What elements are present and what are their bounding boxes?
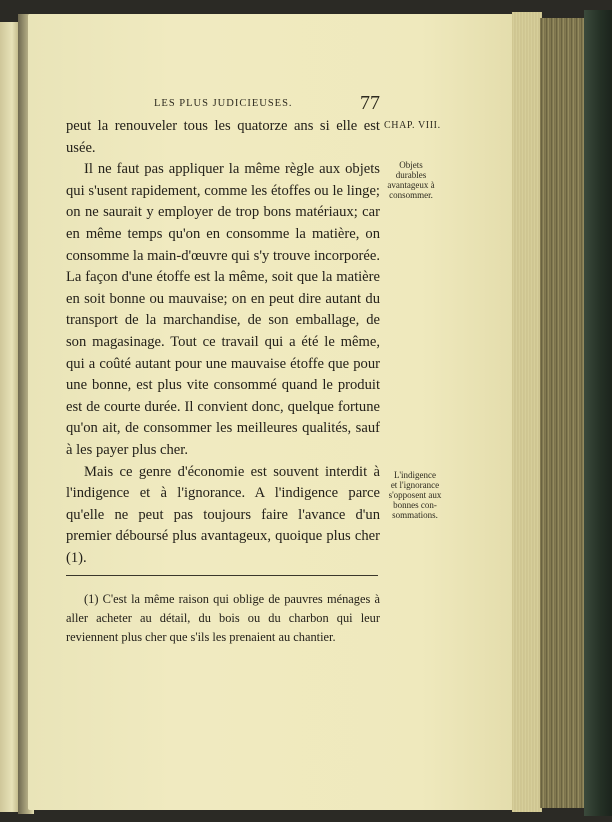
page-number: 77 <box>360 92 380 114</box>
chapter-label: CHAP. VIII. <box>384 120 441 131</box>
page-fore-edge <box>512 12 542 812</box>
paragraph: peut la renouveler tous les quatorze ans si elle est usée. <box>66 118 380 156</box>
paragraph: Mais ce genre d'économie est souvent interdit à l'indigence et à l'ignorance. A l'indigence parce qu'elle ne peut pas toujours faire l'avance d'un premier déboursé plus avantageux, quoique plus cher (1). <box>66 463 380 566</box>
sidenote-line: consommer. <box>389 190 433 200</box>
book-cover <box>584 10 612 816</box>
page-header <box>0 92 612 118</box>
paragraph: Il ne faut pas appliquer la même règle aux objets qui s'usent rapidement, comme les étoffes ou le linge; on ne saurait y employer de trop bons matériaux; car en même temps qu'on en consomme la matière, on consomme la main-d'œuvre qui s'y trouve incorporée. La façon d'une étoffe est la même, soit que la matière en soit bonne ou mauvaise; on en peut dire autant du transport de la marchandise, de son emballage, de son magasinage. Tout ce travail qui a été le même, qui a coûté autant pour une mauvaise étoffe que pour une bonne, est plus vite consommé quand le produit est de courte durée. Il convient donc, quelque fortune qu'on ait, de consommer les meilleures qualités, sauf à les payer plus cher. <box>66 161 380 458</box>
footnote <box>66 590 380 647</box>
sidenote-line: s'opposent aux <box>388 490 442 500</box>
sidenote-line: et l'ignorance <box>390 480 440 490</box>
sidenote-line: avantageux à <box>387 180 435 190</box>
sidenote-line: durables <box>395 170 427 180</box>
sidenote-indigence <box>380 470 450 520</box>
sidenote-line: Objets <box>399 160 423 170</box>
running-head: LES PLUS JUDICIEUSES. <box>154 98 293 109</box>
sidenote-line: sommations. <box>392 510 438 520</box>
sidenote-line: bonnes con- <box>393 500 437 510</box>
footnote-text: (1) C'est la même raison qui oblige de pauvres ménages à aller acheter au détail, du bois ou du charbon qui leur reviennent plus cher que s'ils les prenaient au chantier. <box>66 592 380 644</box>
main-text <box>66 116 380 569</box>
sidenote-line: L'indigence <box>393 470 437 480</box>
left-page-edge <box>0 22 20 812</box>
footnote-rule <box>66 575 378 576</box>
page-stack-edge <box>540 18 586 808</box>
sidenote-durable-objects <box>376 160 446 200</box>
